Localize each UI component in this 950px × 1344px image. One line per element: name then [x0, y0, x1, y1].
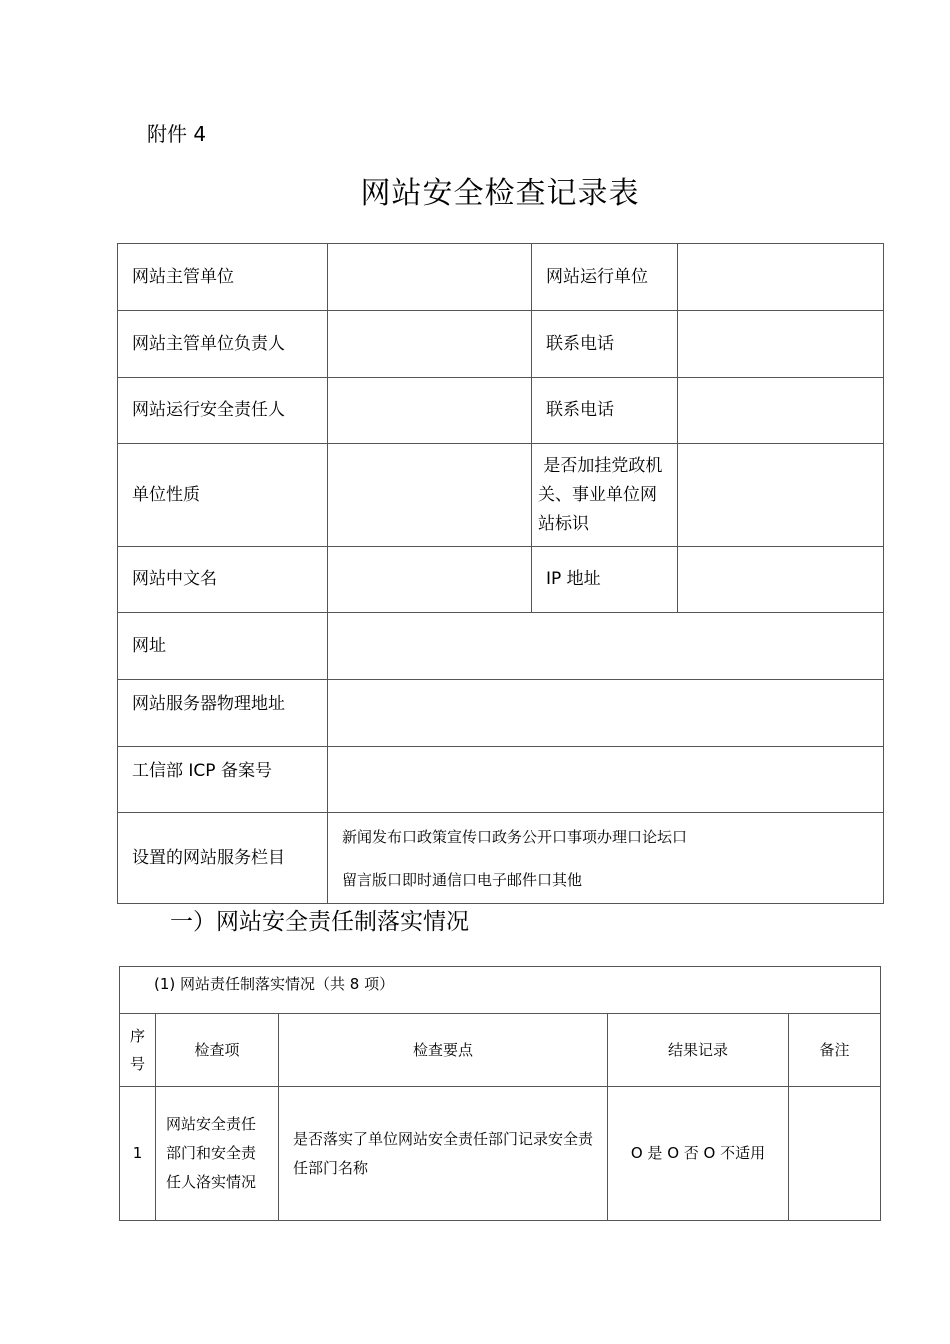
field-label: 网站主管单位负责人 — [118, 311, 328, 378]
table-row — [118, 747, 884, 813]
section-heading: 一）网站安全责任制落实情况 — [170, 909, 469, 935]
row-check-points: 是否落实了单位网站安全责任部门记录安全责任部门名称 — [279, 1087, 608, 1221]
field-label: 网站主管单位 — [118, 244, 328, 311]
table-row — [118, 680, 884, 747]
value-cell[interactable] — [328, 680, 884, 747]
value-cell[interactable] — [678, 311, 884, 378]
website-info-table — [117, 243, 884, 904]
table-row — [118, 444, 884, 547]
field-label: 工信部 ICP 备案号 — [118, 747, 328, 813]
value-cell[interactable] — [678, 244, 884, 311]
header-note: 备注 — [789, 1014, 881, 1087]
header-item: 检查项 — [156, 1014, 279, 1087]
field-label: 网址 — [118, 613, 328, 680]
attachment-label: 附件 4 — [147, 122, 207, 146]
header-points: 检查要点 — [279, 1014, 608, 1087]
field-label: 联系电话 — [532, 311, 678, 378]
value-cell[interactable] — [328, 613, 884, 680]
value-cell[interactable] — [678, 444, 884, 547]
service-columns-line-1: 新闻发布口政策宣传口政务公开口事项办理口论坛口 — [342, 827, 688, 846]
table-caption-row — [120, 967, 881, 1014]
value-cell[interactable] — [678, 547, 884, 613]
responsibility-check-table — [119, 966, 881, 1221]
value-cell[interactable] — [328, 311, 532, 378]
table-row — [118, 547, 884, 613]
header-index: 序号 — [120, 1014, 156, 1087]
value-cell[interactable] — [328, 444, 532, 547]
field-label: IP 地址 — [532, 547, 678, 613]
table-row — [118, 311, 884, 378]
table-row — [118, 244, 884, 311]
value-cell[interactable] — [678, 378, 884, 444]
field-label: 联系电话 — [532, 378, 678, 444]
field-label: 网站运行单位 — [532, 244, 678, 311]
value-cell[interactable] — [328, 244, 532, 311]
table-row — [118, 613, 884, 680]
field-label: 网站运行安全责任人 — [118, 378, 328, 444]
service-columns-cell — [328, 813, 884, 904]
row-result-options[interactable]: O 是 O 否 O 不适用 — [608, 1087, 789, 1221]
table-row — [120, 1087, 881, 1221]
service-columns-line-2: 留言版口即时通信口电子邮件口其他 — [342, 870, 583, 889]
row-note[interactable] — [789, 1087, 881, 1221]
table-row — [118, 813, 884, 904]
field-label: 单位性质 — [118, 444, 328, 547]
field-label: 网站中文名 — [118, 547, 328, 613]
document-title: 网站安全检查记录表 — [360, 176, 640, 211]
field-label: 是否加挂党政机关、事业单位网站标识 — [532, 444, 678, 547]
table-header-row — [120, 1014, 881, 1087]
header-result: 结果记录 — [608, 1014, 789, 1087]
field-label: 设置的网站服务栏目 — [118, 813, 328, 904]
field-label: 网站服务器物理地址 — [118, 680, 328, 747]
row-check-item: 网站安全责任部门和安全责任人洛实情况 — [156, 1087, 279, 1221]
table-row — [118, 378, 884, 444]
row-index: 1 — [120, 1087, 156, 1221]
value-cell[interactable] — [328, 378, 532, 444]
table-caption: (1) 网站责任制落实情况（共 8 项） — [120, 967, 881, 1014]
value-cell[interactable] — [328, 747, 884, 813]
value-cell[interactable] — [328, 547, 532, 613]
